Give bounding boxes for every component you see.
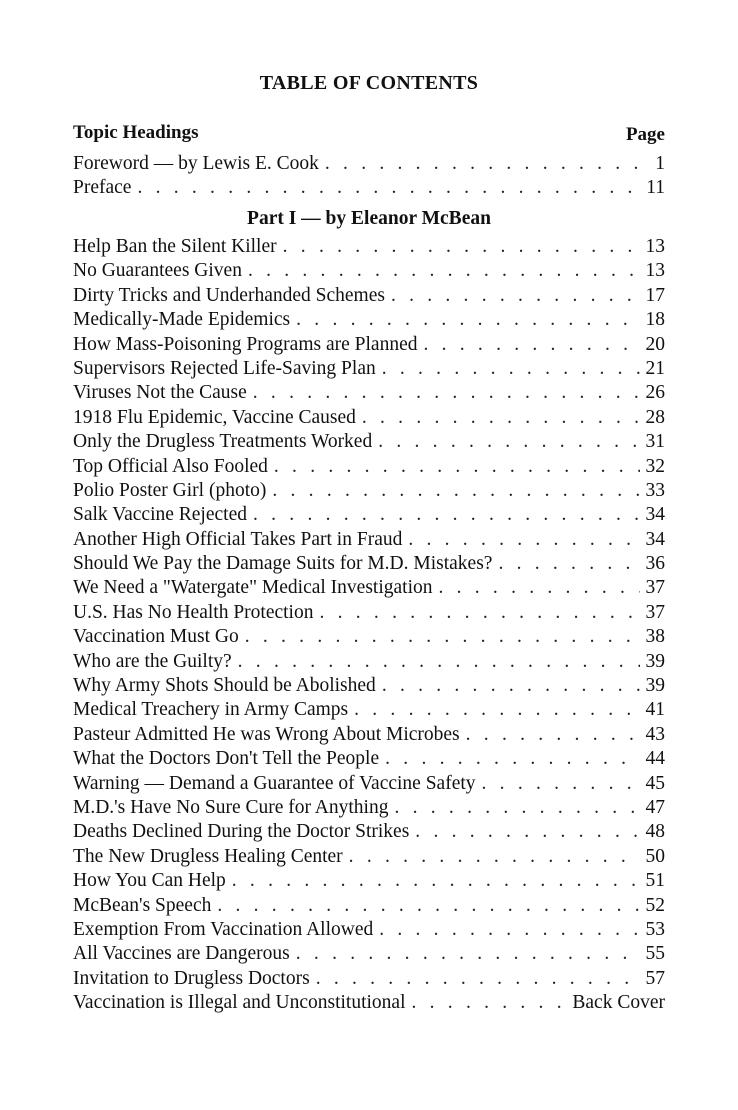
- toc-entry-title: Deaths Declined During the Doctor Strikes: [73, 821, 410, 843]
- toc-entry: [73, 845, 665, 869]
- toc-entry-title: Salk Vaccine Rejected: [73, 504, 247, 526]
- toc-entry-page: 39: [645, 675, 665, 697]
- toc-entry-list: [73, 235, 665, 1016]
- toc-entry-title: The New Drugless Healing Center: [73, 845, 343, 867]
- toc-entry: [73, 528, 665, 552]
- toc-entry-page: 52: [645, 894, 665, 916]
- toc-entry-page: 39: [645, 650, 665, 672]
- toc-entry-title: Should We Pay the Damage Suits for M.D. Mistakes?: [73, 553, 493, 575]
- column-headers: [73, 122, 665, 148]
- dot-leader: [217, 894, 639, 918]
- dot-leader: [319, 601, 639, 625]
- toc-entry-title: Another High Official Takes Part in Fraud: [73, 528, 403, 550]
- toc-entry-page: 11: [646, 177, 665, 199]
- toc-entry-title: Who are the Guilty?: [73, 650, 232, 672]
- toc-entry-title: How You Can Help: [73, 870, 226, 892]
- toc-entry-page: 51: [645, 870, 665, 892]
- dot-leader: [423, 333, 639, 357]
- toc-entry: [73, 698, 665, 722]
- dot-leader: [325, 152, 645, 176]
- toc-entry-page: 38: [645, 626, 665, 648]
- dot-leader: [415, 820, 639, 844]
- toc-entry-title: McBean's Speech: [73, 894, 212, 916]
- toc-entry-page: 43: [645, 723, 665, 745]
- dot-leader: [349, 845, 640, 869]
- toc-entry: [73, 576, 665, 600]
- dot-leader: [274, 455, 640, 479]
- toc-entry: [73, 235, 665, 259]
- toc-entry: [73, 772, 665, 796]
- toc-entry-title: Pasteur Admitted He was Wrong About Microbes: [73, 723, 460, 745]
- toc-entry-page: 34: [645, 528, 665, 550]
- toc-entry-page: 48: [645, 821, 665, 843]
- toc-entry: [73, 894, 665, 918]
- toc-entry-title: Exemption From Vaccination Allowed: [73, 918, 374, 940]
- toc-entry-page: 55: [645, 943, 665, 965]
- dot-leader: [272, 479, 639, 503]
- toc-entry: [73, 552, 665, 576]
- dot-leader: [482, 772, 640, 796]
- page-title: TABLE OF CONTENTS: [259, 72, 479, 94]
- toc-entry-page: Back Cover: [572, 992, 665, 1014]
- dot-leader: [378, 430, 639, 454]
- dot-leader: [438, 576, 639, 600]
- dot-leader: [385, 747, 639, 771]
- toc-entry: [73, 381, 665, 405]
- toc-entry-page: 41: [645, 699, 665, 721]
- toc-entry-page: 1: [655, 153, 665, 174]
- front-matter-list: [73, 152, 665, 201]
- toc-entry: [73, 869, 665, 893]
- dot-leader: [498, 552, 639, 576]
- toc-entry-title: Why Army Shots Should be Abolished: [73, 675, 376, 697]
- dot-leader: [283, 235, 640, 259]
- toc-entry: [73, 723, 665, 747]
- toc-entry-title: Preface: [73, 177, 132, 199]
- toc-entry: [73, 357, 665, 381]
- toc-entry-page: 20: [645, 333, 665, 355]
- dot-leader: [391, 284, 640, 308]
- toc-entry-title: 1918 Flu Epidemic, Vaccine Caused: [73, 406, 356, 428]
- toc-entry: [73, 820, 665, 844]
- dot-leader: [382, 357, 640, 381]
- toc-entry-page: 32: [645, 455, 665, 477]
- toc-entry: [73, 747, 665, 771]
- toc-entry: [73, 650, 665, 674]
- page-column-header: Page: [625, 124, 665, 145]
- dot-leader: [253, 381, 640, 405]
- dot-leader: [296, 308, 639, 332]
- dot-leader: [382, 674, 640, 698]
- toc-entry: [73, 625, 665, 649]
- toc-entry: [73, 918, 665, 942]
- toc-entry-page: 47: [645, 796, 665, 818]
- toc-entry-title: Medically-Made Epidemics: [73, 309, 291, 331]
- topic-headings-header: Topic Headings: [73, 122, 199, 143]
- toc-entry-title: Top Official Also Fooled: [73, 455, 268, 477]
- toc-entry-page: 36: [645, 553, 665, 575]
- toc-entry-title: No Guarantees Given: [73, 260, 242, 282]
- toc-entry: [73, 333, 665, 357]
- dot-leader: [232, 869, 640, 893]
- toc-entry: [73, 406, 665, 430]
- dot-leader: [137, 176, 640, 200]
- dot-leader: [296, 942, 640, 966]
- toc-entry-page: 33: [645, 479, 665, 501]
- dot-leader: [253, 503, 640, 527]
- dot-leader: [412, 991, 567, 1015]
- toc-entry: [73, 455, 665, 479]
- toc-entry-page: 21: [645, 357, 665, 379]
- dot-leader: [394, 796, 639, 820]
- toc-entry: [73, 176, 665, 200]
- toc-entry-page: 18: [645, 309, 665, 331]
- dot-leader: [245, 625, 640, 649]
- toc-entry: [73, 284, 665, 308]
- toc-entry-title: Foreword — by Lewis E. Cook: [73, 153, 319, 174]
- toc-entry-page: 26: [645, 382, 665, 404]
- toc-entry-page: 28: [645, 406, 665, 428]
- dot-leader: [238, 650, 640, 674]
- dot-leader: [354, 698, 639, 722]
- toc-entry-page: 34: [645, 504, 665, 526]
- toc-entry: [73, 152, 665, 176]
- toc-entry-title: How Mass-Poisoning Programs are Planned: [73, 333, 418, 355]
- toc-entry-page: 37: [645, 577, 665, 599]
- toc-entry: [73, 430, 665, 454]
- toc-entry-title: Vaccination Must Go: [73, 626, 239, 648]
- toc-entry-title: Help Ban the Silent Killer: [73, 236, 277, 257]
- toc-entry-title: What the Doctors Don't Tell the People: [73, 748, 380, 770]
- toc-entry-page: 17: [645, 284, 665, 306]
- dot-leader: [316, 967, 640, 991]
- toc-entry-title: Polio Poster Girl (photo): [73, 479, 267, 501]
- toc-entry-page: 37: [645, 601, 665, 623]
- toc-entry-page: 44: [645, 748, 665, 770]
- dot-leader: [408, 528, 639, 552]
- toc-entry-title: Warning — Demand a Guarantee of Vaccine Safety: [73, 772, 476, 794]
- toc-entry-page: 13: [645, 236, 665, 257]
- dot-leader: [466, 723, 640, 747]
- toc-entry-page: 45: [645, 772, 665, 794]
- toc-entry: [73, 942, 665, 966]
- dot-leader: [379, 918, 639, 942]
- toc-entry: [73, 259, 665, 283]
- toc-entry-page: 53: [645, 918, 665, 940]
- toc-entry-title: Vaccination is Illegal and Unconstitutional: [73, 992, 406, 1014]
- toc-entry: [73, 503, 665, 527]
- toc-entry-title: U.S. Has No Health Protection: [73, 601, 314, 623]
- toc-entry: [73, 674, 665, 698]
- toc-entry-title: Only the Drugless Treatments Worked: [73, 431, 373, 453]
- toc-entry: [73, 601, 665, 625]
- toc-entry-page: 50: [645, 845, 665, 867]
- dot-leader: [362, 406, 640, 430]
- toc-entry: [73, 308, 665, 332]
- toc-entry-title: Supervisors Rejected Life-Saving Plan: [73, 357, 376, 379]
- toc-entry: [73, 796, 665, 820]
- dot-leader: [248, 259, 640, 283]
- toc-entry-title: Viruses Not the Cause: [73, 382, 247, 404]
- toc-entry-page: 13: [645, 260, 665, 282]
- toc-entry-title: Dirty Tricks and Underhanded Schemes: [73, 284, 385, 306]
- toc-entry-title: We Need a "Watergate" Medical Investigation: [73, 577, 433, 599]
- toc-entry: [73, 991, 665, 1015]
- toc-entry-page: 57: [645, 967, 665, 989]
- part-heading: Part I — by Eleanor McBean: [247, 208, 491, 229]
- toc-entry-title: Medical Treachery in Army Camps: [73, 699, 349, 721]
- toc-entry: [73, 479, 665, 503]
- toc-entry-title: Invitation to Drugless Doctors: [73, 967, 310, 989]
- toc-entry-title: M.D.'s Have No Sure Cure for Anything: [73, 796, 389, 818]
- toc-entry-page: 31: [645, 431, 665, 453]
- toc-entry: [73, 967, 665, 991]
- toc-entry-title: All Vaccines are Dangerous: [73, 943, 290, 965]
